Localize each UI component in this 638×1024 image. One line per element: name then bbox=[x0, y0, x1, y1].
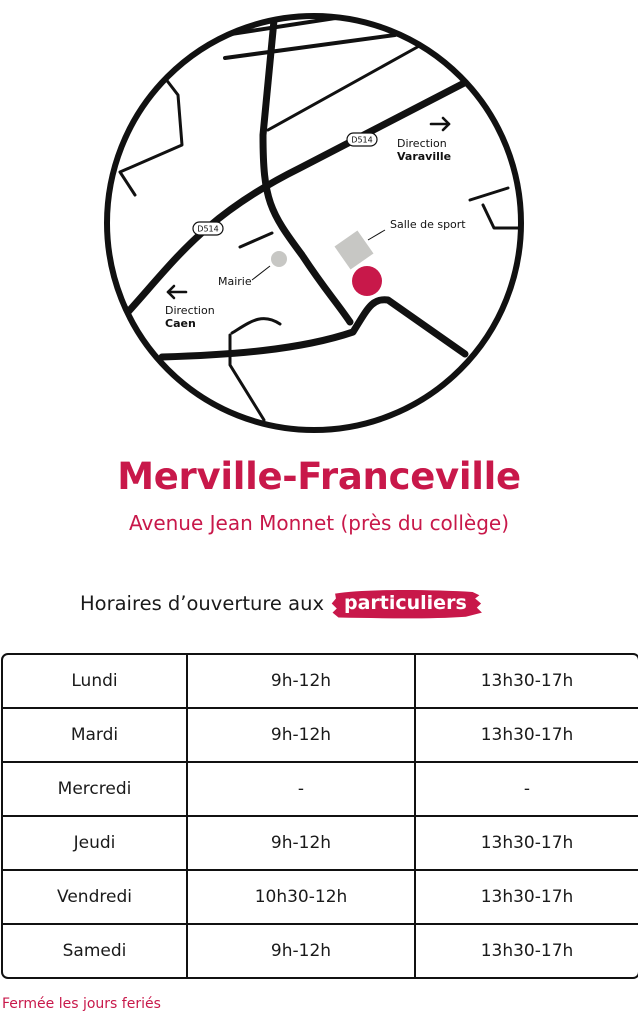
table-row bbox=[3, 763, 638, 817]
table-row bbox=[3, 871, 638, 925]
road-shield-d514-west bbox=[193, 222, 223, 235]
location-map bbox=[0, 0, 638, 450]
day-cell: Vendredi bbox=[3, 871, 188, 925]
afternoon-hours-cell: 13h30-17h bbox=[416, 709, 638, 763]
highlight-badge bbox=[330, 587, 483, 620]
town-hall-marker-icon bbox=[271, 251, 287, 267]
direction-place: Varaville bbox=[397, 150, 452, 163]
day-cell: Samedi bbox=[3, 925, 188, 977]
highlight-text: particuliers bbox=[343, 591, 467, 614]
direction-place: Caen bbox=[165, 317, 196, 330]
hours-heading-text: Horaires d’ouverture aux bbox=[80, 591, 324, 615]
afternoon-hours-cell: 13h30-17h bbox=[480, 941, 574, 961]
day-cell: Mercredi bbox=[3, 763, 188, 817]
landmark-label: Mairie bbox=[218, 275, 252, 288]
location-address: Avenue Jean Monnet (près du collège) bbox=[128, 511, 510, 535]
location-name: Merville-Franceville bbox=[117, 455, 521, 498]
morning-hours-cell: - bbox=[188, 763, 416, 817]
building-icon bbox=[335, 231, 374, 270]
direction-caen bbox=[165, 286, 215, 330]
landmark-town-hall bbox=[218, 251, 287, 288]
morning-hours-cell: 9h-12h bbox=[188, 655, 416, 709]
map-road bbox=[232, 319, 280, 333]
morning-hours-cell: 9h-12h bbox=[188, 925, 416, 977]
afternoon-hours-cell: 13h30-17h bbox=[416, 817, 638, 871]
table-row bbox=[3, 655, 638, 709]
day-cell: Jeudi bbox=[3, 817, 188, 871]
day-cell: Mardi bbox=[3, 709, 188, 763]
table-row bbox=[3, 817, 638, 871]
morning-hours-cell: 9h-12h bbox=[188, 817, 416, 871]
direction-varaville bbox=[397, 118, 451, 163]
right-arrow-icon bbox=[431, 118, 449, 130]
landmark-sports-hall bbox=[335, 218, 467, 269]
direction-prefix: Direction bbox=[165, 304, 215, 317]
opening-hours-table bbox=[1, 653, 638, 979]
morning-hours-cell: 9h-12h bbox=[188, 709, 416, 763]
afternoon-hours-cell: - bbox=[416, 763, 638, 817]
location-pin-icon bbox=[352, 266, 382, 296]
afternoon-hours-cell: 13h30-17h bbox=[416, 871, 638, 925]
direction-prefix: Direction bbox=[397, 137, 447, 150]
road-shield-d514-east bbox=[347, 133, 377, 146]
road-label: D514 bbox=[351, 135, 373, 145]
morning-hours-cell: 10h30-12h bbox=[188, 871, 416, 925]
road-label: D514 bbox=[197, 224, 219, 234]
landmark-label: Salle de sport bbox=[390, 218, 466, 231]
table-row bbox=[3, 709, 638, 763]
left-arrow-icon bbox=[168, 286, 186, 298]
day-cell: Lundi bbox=[3, 655, 188, 709]
table-row bbox=[3, 925, 638, 977]
hours-heading bbox=[80, 586, 483, 620]
map-road bbox=[225, 35, 395, 58]
holiday-note: Fermée les jours feriés bbox=[2, 996, 161, 1012]
map-road bbox=[470, 188, 508, 200]
afternoon-hours-cell: 13h30-17h bbox=[416, 655, 638, 709]
map-road bbox=[240, 233, 272, 247]
